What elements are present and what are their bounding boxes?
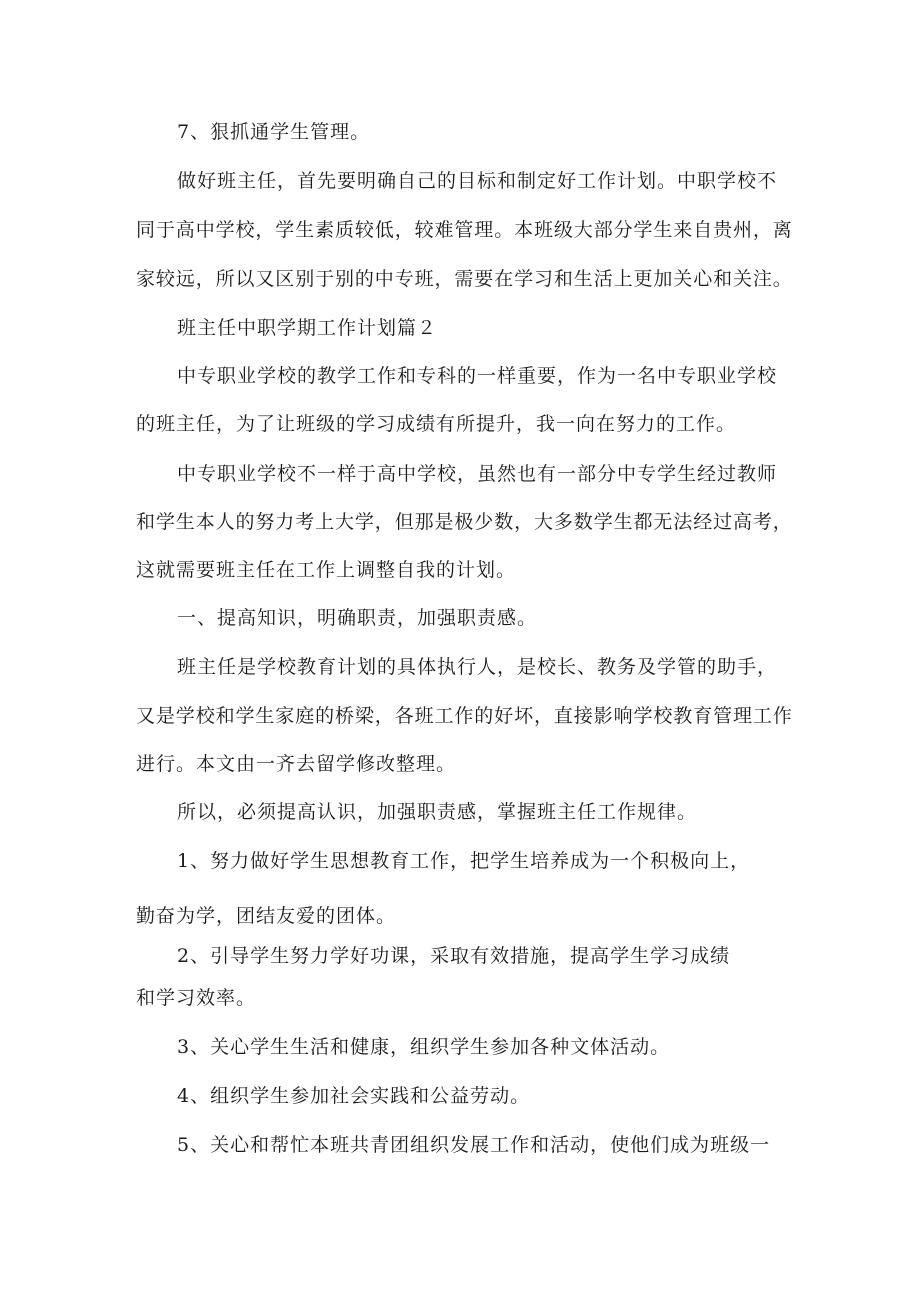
paragraph-line: 这就需要班主任在工作上调整自我的计划。 [136, 559, 517, 581]
list-item-line: 4、组织学生参加社会实践和公益劳动。 [177, 1085, 531, 1107]
paragraph-line: 班主任是学校教育计划的具体执行人，是校长、教务及学管的助手， [177, 656, 778, 678]
paragraph-line: 中专职业学校的教学工作和专科的一样重要，作为一名中专职业学校 [177, 365, 778, 387]
paragraph-line: 一、提高知识，明确职责，加强职责感。 [177, 607, 538, 629]
list-item-line: 1、努力做好学生思想教育工作，把学生培养成为一个积极向上， [177, 850, 751, 872]
paragraph-line: 又是学校和学生家庭的桥梁，各班工作的好坏，直接影响学校教育管理工作 [136, 705, 793, 727]
paragraph-line: 和学生本人的努力考上大学，但那是极少数，大多数学生都无法经过高考， [136, 511, 793, 533]
section-heading: 班主任中职学期工作计划篇２ [177, 317, 438, 339]
paragraph-line: 所以，必须提高认识，加强职责感，掌握班主任工作规律。 [177, 801, 698, 823]
paragraph-line: 进行。本文由一齐去留学修改整理。 [136, 753, 457, 775]
list-item-line: 3、关心学生生活和健康，组织学生参加各种文体活动。 [177, 1036, 671, 1058]
paragraph-line: 7、狠抓通学生管理。 [177, 121, 371, 143]
paragraph-line: 中专职业学校不一样于高中学校，虽然也有一部分中专学生经过教师 [177, 463, 778, 485]
list-item-line: 勤奋为学，团结友爱的团体。 [136, 905, 397, 927]
list-item-line: 和学习效率。 [136, 987, 257, 1009]
paragraph-line: 同于高中学校，学生素质较低，较难管理。本班级大部分学生来自贵州，离 [136, 219, 793, 241]
list-item-line: 5、关心和帮忙本班共青团组织发展工作和活动，使他们成为班级一 [177, 1134, 771, 1156]
paragraph-line: 的班主任，为了让班级的学习成绩有所提升，我一向在努力的工作。 [136, 413, 737, 435]
list-item-line: 2、引导学生努力学好功课，采取有效措施，提高学生学习成绩 [177, 945, 731, 967]
paragraph-line: 做好班主任，首先要明确自己的目标和制定好工作计划。中职学校不 [177, 170, 778, 192]
paragraph-line: 家较远，所以又区别于别的中专班，需要在学习和生活上更加关心和关注。 [136, 268, 793, 290]
